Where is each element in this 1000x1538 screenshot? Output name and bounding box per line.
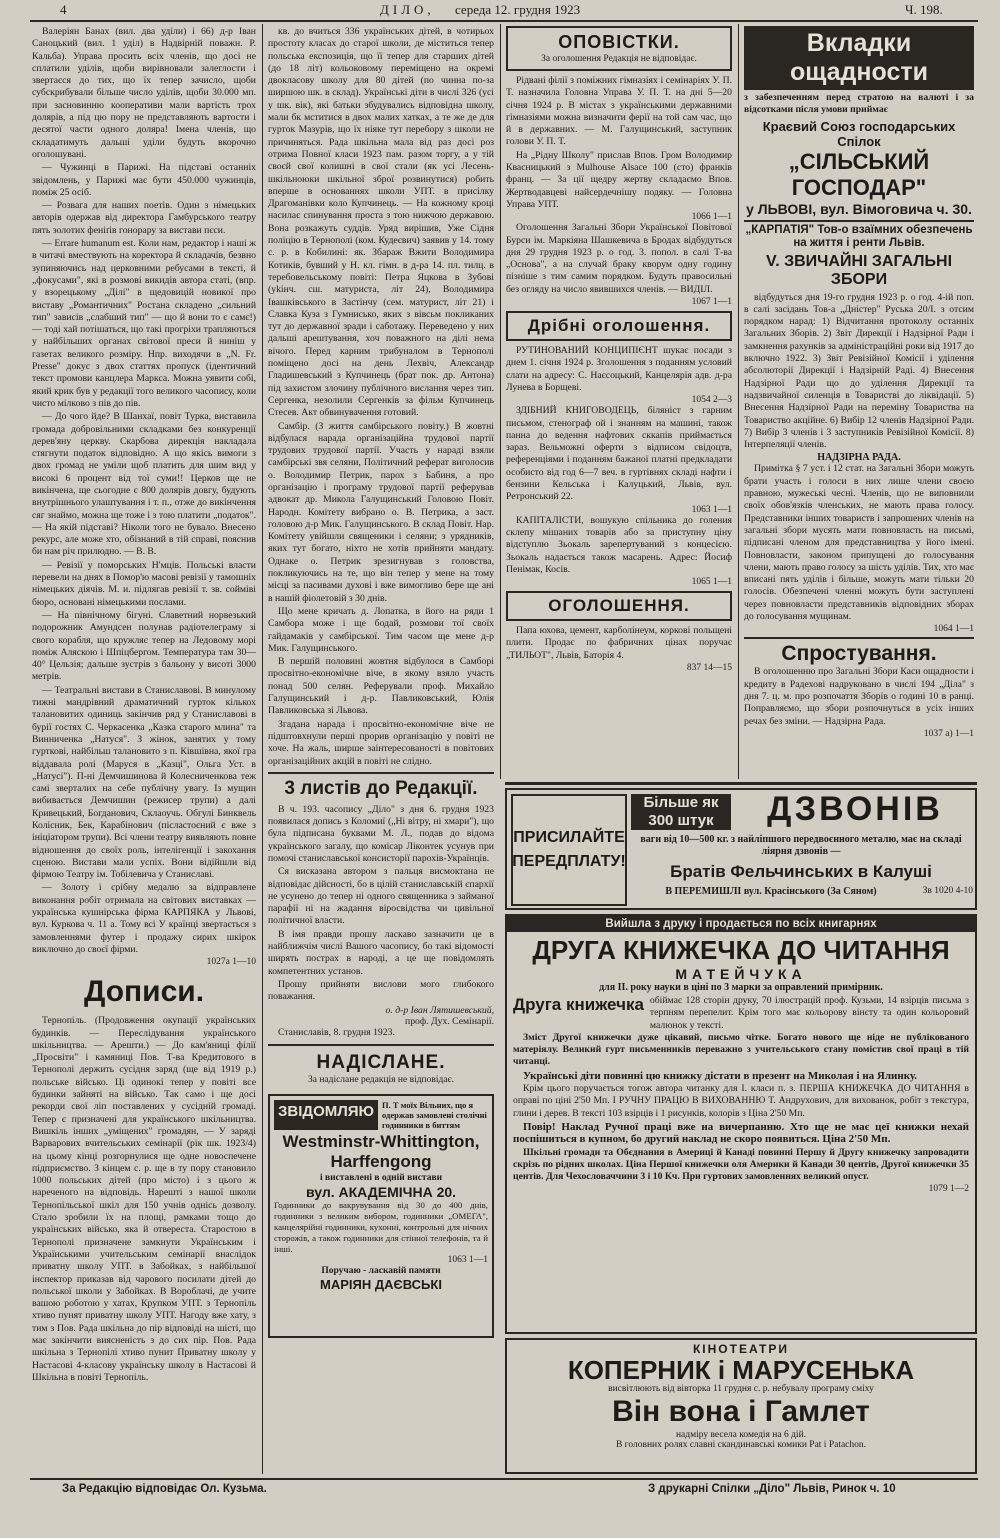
clock-ad-signer: МАРІЯН ДАЄВСЬКІ — [320, 1276, 442, 1292]
clock-ad-brand-1: Westminstr-Whittington, — [282, 1131, 480, 1151]
clock-ad-body: Годинники до вакрувування від 30 до 400 днів, годинники з великим вибором, годинники „ОМЕГА", канцелярійні годинники, кухонні, контрольні для нічних сторожів, а також годинники для стінної телефонів, та й інші. — [274, 1199, 488, 1254]
announcements-box — [506, 26, 732, 71]
section-heading-nadislane: НАДІСЛАНЕ. — [316, 1051, 446, 1073]
letter-paragraph: В ч. 193. часопису „Діло" з дня 6. грудня 1923 появилася допись з Коломиї („Ні вітру, ні хмари"), що була підписана буквами М. Л., подав до відома українського загалу, що комісар Ліконтек усунув при помочі станиславської консисторії парохів-Українців. — [268, 803, 494, 864]
bells-firm: Братів Фельчинських в Калуші — [670, 862, 932, 881]
news-item: Валеріян Банах (вил. два уділи) і 66) д-р Іван Саноцький (вил. 1 уділ) в Надвірній поважн. Р. Кальба). Управа просить всіх членів, що досі не сплатили уділів, щоби вирівновали залеглости і звертаєся до тих, що їх тепер зачисло, щоби субскрибували більше число уділів, щоби 30.000 мп. при засновинню кооперативи мали вартість трох долярів, а під цю пору не представляють вартости і десятої части одного доляра! Імена членів, що складатимуть дальші уділи будуть вкорочно оголошувані. — [32, 26, 256, 160]
book-author: МАТЕЙЧУКА — [675, 966, 807, 982]
bells-advert — [505, 788, 977, 910]
announcement: Рідвані філії з поміжних гімназіях і семінаріях У. П. Т. назначила Головна Управа У. П. Т. на дні 5—20 січня 1924 р. В містах з українськими державними гімназіями можна визначити ферії на той сам час, що й в державних. — М. Галущинський, заступник голови У. П. Т. — [506, 75, 732, 148]
section-rule — [268, 1044, 494, 1046]
classified-ad: ЗДІБНИЙ КНИГОВОДЕЦЬ, біляніст з гарним письмом, стенограф ой і знанням на машині, також панна до ведення нафтових сккапів приймається зараз. Вельможні оферти з відписом свідоцтв, референціями і поданням бажаної платні предкладати особисто від год 6—7 веч. в гуртівнях складі нафти і бензини Кельська і Калуцький, Львів, вул. Ретронський 22. — [506, 405, 732, 503]
book-paragraph: Повір! Наклад Ручної праці вже на вичерпанню. Хто ще не має цеї книжки нехай поспішиться в купном, бо другий наклад не скоро появиться. Ціна 2'50 Мп. — [513, 1120, 969, 1146]
book-price: для ІІ. року науки в ціні по 3 марки за оправлений примірник. — [599, 982, 883, 993]
film-title: Він вона і Гамлет — [612, 1395, 870, 1428]
issue-date: середа 12. грудня 1923 — [455, 2, 581, 17]
book-name: Друга книжечка — [513, 995, 644, 1014]
header-rule — [30, 20, 978, 22]
book-banner: Вийшла з друку і продається по всіх книгарнях — [507, 916, 975, 932]
ad-reference: 837 14—15 — [686, 662, 732, 673]
savings-address: у ЛЬВОВІ, вул. Вімоговича ч. 30. — [746, 200, 972, 217]
news-item: — На північному бігуні. Славетний норвезький подорожник Амундсен полунав радіотелеграму зі свого корабля, що кружляє тепер на Ледовому морі поміж Аляскою і Шпіцбергом. Температура там 30—40° Цельзія; дальше зустрів з бальону у висоті 3000 метрів. — [32, 609, 256, 683]
savings-banner: Вкладки ощадности — [744, 26, 974, 90]
book-paragraph: Зміст Другої книжечки дуже цікавий, письмо чітке. Богато нового ще ніде не публікованого матеріялу. Великий гурт письменників переважно з учительського стану помістив свої праці в тій читанці. — [513, 1031, 969, 1068]
film-sub-2: В головних ролях славні скандинавські комики Pat і Patachon. — [615, 1440, 867, 1450]
letter-signature: о. д-р Іван Лятишевський, — [385, 1004, 494, 1016]
karpatia-head: „КАРПАТІЯ" Тов-о взаїмних обезпечень на життя і ренти Львів. — [745, 223, 973, 249]
announcement: На „Рідну Школу" прислав Впов. Гром Володимир Квасницький з Mulhouse Alsace 100 (сто) франків франц. — За ції щедру жертву складаємо Впов. Жертводавцеві найсердечнішу подяку. — Головна Управа УПТ. — [506, 149, 732, 210]
news-item: — Розвага для наших поетів. Один з німецьких авторів одержав від директора Гамбурського театру пять золотих феніґів гонорару за вистави пєси. — [32, 200, 256, 236]
news-item: — Золоту і срібну медалю за відправлене виконання робіт отримала на світових виставках — українська кушнірська фірма КАРПЯКА у Львові, вул. Куркова ч. 11 а. Тому всі У країнці звертається з замовленнями футер і продажу сирих шкірок виключно до своєї фірми. — [32, 882, 256, 955]
section-heading-small-ads: Дрібні оголошення. — [527, 316, 711, 336]
ad-reference: 1037 а) 1—1 — [923, 728, 974, 739]
section-heading-dopysy: Дописи. — [83, 975, 205, 1009]
book-title: ДРУГА КНИЖЕЧКА ДО ЧИТАННЯ — [532, 935, 950, 965]
letter-paragraph: Прошу прийняти вислови мого глибокого поважання. — [268, 978, 494, 1003]
adverts-box — [506, 591, 732, 621]
section-rule — [744, 637, 974, 639]
clock-ad-note: Поручаю - ласкавій памяти — [321, 1265, 441, 1276]
ad-reference: 1027а 1—10 — [206, 957, 256, 968]
ad-reference: 1065 1—1 — [691, 577, 732, 588]
meeting-signature: НАДЗІРНА РАДА. — [817, 452, 901, 464]
news-item: Самбір. (З життя самбірського повіту.) В жовтні відбулася нарада організаційна трудової партії трудових трудової партії. Участь у нараді взяли самбірські звя селяни, Політичний реферат виголосив о. Володимир Петрик, парох з Бабиня, а про організацію і програму трудової партії реферував адвокат др. Микола Галущинський Головою Повіт. Народн. Комітету вибрано о. В. Петрика, а заст. головою д-р Мик. Галущинського. В склад Повіт. Нар. Комітету увійшли священики і селяни; з урядників, яких тут богато, ніхто не хотів прийняти мандату. Однаке о. Петрик зрезигнував з головства, покликуючись на те, що він тепер у мене на тому місці за пасивами духові і вже вимогливо бере ще ані в нашій фіолетовій з 30 днів. — [268, 420, 494, 604]
meeting-title: V. ЗВИЧАЙНІ ЗАГАЛЬНІ ЗБОРИ — [765, 252, 953, 288]
ads-top-rule — [505, 782, 977, 785]
section-heading-ogoloshennya: ОГОЛОШЕННЯ. — [548, 596, 690, 616]
ad-reference: 1066 1—1 — [691, 212, 732, 223]
letter-paragraph: Ся висказана автором з пальця висмоктана не відповідає дійсності, бо в цілій станиславській єпархії не усунено до тепер ні одного священника з займаної парафії ні на жадання віросвідства чи цивільної політичної власти. — [268, 866, 494, 927]
column-3 — [506, 26, 732, 781]
section-note: За надіслане редакція не відповідає. — [307, 1074, 455, 1085]
film-sub-1: надміру весела комедія на 6 дій. — [675, 1430, 807, 1440]
section-rule — [744, 220, 974, 222]
clock-ad-brand-2: Harffengong — [330, 1151, 432, 1171]
footer-rule — [30, 1478, 978, 1480]
ad-reference: 1063 1—1 — [447, 1254, 488, 1265]
ad-reference: Зв 1020 4-10 — [922, 886, 973, 896]
correspondence-text: Тернопіль. (Продовження окупації українських будинків. — Переслідування українського шкільництва. — Арешти.) — До кам'яниці філії „Просвіти" і камяниці Пов. Т-ва Кредитового в Тернополі держить сусідня заряд (ще від 1919 р.) польське військо. Ці одинокі тепер у повіті все будинки зайняті на військо. Так само і ще досі рекорди свої ліп поставлених у сусідній громаді. Тепер є призначені для українського шкільництва. Вишкіль інших „уміщених" громадян, — У заряді Варварових вчительських семінарії (рік шк. 1923/4) на цьому кінці розгорнулися ще одне новоспечене підприємство. З кінцем с. р. ще в ту пору становило 1000 польських дітей (про місто) і з цього ж нареченого на відповідь. Нарешті з нашої школи Тернопільської шкіл для 150 учнів однісь дозволу. Стало зробили їх на площі, рамками тощо до українських військо, яка й отвереста. Старостою в Тернополі призначене замкнути Українським і Українськими учительським семінарії внаслідок приватну школу УПТ. в Забойках, з найбільшої інспектор приказав від чарового посилати дітей до польської школи у Забойках. В Вороблачі, де учите вашою роботою у хатах, Крупком УПТ. з Тернопіль хтиво пунят приватну школу УПТ. Нагоду вже хату, з тим з Пов. Рада шкільна до пір відповіді на шісті, що має закінчити виясненість з до сих пір. Пов. Рада шкільна з Тернопілі хтиво пунит Приватну школу у Настасові 4-класову українську школу в Настасові й Шкільна в повіті Тернопіль. — [32, 1015, 256, 1383]
cinema-head: КІНОТЕАТРИ — [692, 1342, 790, 1356]
classified-ad: КАПІТАЛІСТИ, вошукую спільника до голения склепу мішаних товарів або за приступну ціну відступлю Зьокаль зарепертуваний з концесією. Зьокаль надається також масарень. Адрес: Йосиф Пенімак, Косів. — [506, 514, 732, 575]
ad-reference: 1067 1—1 — [691, 297, 732, 308]
ad-reference: 1064 1—1 — [933, 624, 974, 635]
savings-text: з забезпеченням перед стратою на валюті і за відсотками після умови приймає — [744, 92, 974, 116]
section-note: За оголошення Редакція не відповідає. — [541, 54, 697, 64]
bells-count-text: Більше як 300 штук — [643, 794, 719, 829]
advert-text: Папа юхова, цемент, карболінеум, коркові польщені плити. Продає по фабричних цінах поручає „ТИЛЬОТ", Львів, Баторія 4. — [506, 625, 732, 661]
clock-advert — [268, 1094, 494, 1338]
column-1 — [32, 26, 256, 1476]
cinema-note: висвітлюють від вівторка 11 грудня с. р. небувалу програму сміху — [608, 1384, 874, 1394]
section-heading-opovistky: ОПОВІСТКИ. — [558, 32, 680, 52]
bells-count — [631, 794, 731, 830]
clock-ad-mid: і виставлені в одній вистави — [319, 1172, 443, 1183]
meeting-agenda: відбудуться дня 19-го грудня 1923 р. о год. 4-ій поп. в салі засідань Тов-а „Дністер" Руська 20/I. з отсим порядком нарад: 1) Відчитання протоколу останніх Загальних Зборів. 2) Звіт Дирекції і Надзірної Ради і замкнення рахунків за адміністраційні роки від 1917 до включно 1922. 3) Звіт Ревізійної Комісії і уділення абсолюторії Дирекції і Надзірній Раді. 4) Внесення Надзірної Ради що до уділення Дирекції та надзвичайної силенція в Товаристві до ліквідації. 5) Внесення Надзірної Ради на переміну Товариства на Товариство акційне. 6) Вибір 12 членів Надзірної Ради. 7) Вибір 3 членів і 3 заступників Ревізійної Комісії. 8) Інтерпеляції членів. — [744, 291, 974, 451]
page-header — [0, 0, 1000, 20]
book-paragraph: Українські діти повинні цю книжку дістати в презент на Миколая і на Ялинку. — [523, 1069, 918, 1082]
book-paragraph: Крім цього поручається тогож автора читанку для І. класи п. з. ПЕРША КНИЖЕЧКА ДО ЧИТАННЯ в оправі по ціні 2'50 Мп. І РУЧНУ ПРАЦЮ В ВИХОВАННЮ Т. Андрухович, для вихованок, робіт з текстура, глини і дерев. В тексті 103 взірців і 1 рисунків, колорів з Ціна 2'50 Мп. — [513, 1083, 969, 1119]
cinema-advert — [505, 1338, 977, 1474]
news-item: — Ревізії у поморських Н'мців. Польські власти перевели на днях в Помор'ю масові ревізії у тамошніх німецьких діячів. М. и. підлягав ревізії т. зв. сойміві бюро, основані німецькими послами. — [32, 559, 256, 608]
masthead-title: ДІЛО, — [380, 2, 435, 17]
bells-address: В ПЕРЕМИШЛІ вул. Красінського (За Сяном) — [665, 886, 877, 897]
letter-place-date: Станиславів, 8. грудня 1923. — [278, 1026, 395, 1038]
ad-reference: 1054 2—3 — [691, 395, 732, 406]
bells-word: ДЗВОНІВ — [767, 790, 943, 828]
news-item: В першій половині жовтня відбулося в Самборі просвітно-економічне віче, в якому взяло участь понад 500 селян. Реферували проф. Михайло Галущинський і д-р. Павликовський, Юлія Павликовська зі Львова. — [268, 656, 494, 717]
clock-ad-street: вул. АКАДЕМІЧНА 20. — [305, 1183, 457, 1200]
small-ads-box — [506, 311, 732, 341]
news-item: кв. до вчиться 336 українських дітей, в чотирьох простоту класах до старої школи, де міститься тепер польська експозиція, що її тепер для старших дітей (до 18 літ) кольоковому переміщено на окремі двокласову школу для 80 дітей (по чинна по-за ширшою шк. в склад). Українські діти в числі 326 (усі у шк. вік), які батьки збудувались відповідна школу, мали бк мститися в двох малих хатках, а те же де для гурток Мазурів, що їх ніяке тут перебору з школи не причиняться. Рада шкільна мала від раз досі роз отрима Повної класи 1923 пам. разом торгу, а у тій своєй свої колишні в свої стали (як усі Лесень-шкільноюки шкільної зброї розвинутися) робить вперше в основаннях школи УПТ. в присілку Драгоманівки коло Купчинець. — На кожному кроці насилає спинування проста з тою нижчою державою. Вона розкажуть суддів. Уряд вирішив, Уже Сідня поліцію в Тернополі (ком. Кудеєвич) заявив у 14. тому с. р. в Кобилині: як. Збараж Вжити Володимира Котиків, бувший у Н. кл. гімн. в д-ра 14. пл. тилц. в теребовельському повіті: Петра Яцкова в Зубові (ykiнч. сш. матуриста, літ 24), Володимира Івашківського в Застінчу (сем. матурист, літ 21) і Славка Куза з Гумнисько, яких з вівсьм покликаних тут до державної зради і саботажу. Переведено у них дальші арештування, хоч поважного на ділі нема вічого. Перед карним трибуналом в Тернополі поміщено досі на день Лехвіч, Александр Гладишевський з Купчинець (брат пок. др. Антона) під захистом злочину публічного вислання через тип. Сергенка, незолили Сергенків за фільм Купчинець Стесев. Акт обвинувачення готовий. — [268, 26, 494, 419]
bells-description: ваги від 10—500 кг. з найліпшого передвоєнного металю, має на складі ліярня дзвонів — — [640, 834, 962, 857]
footer-printer: З друкарні Спілки „Діло" Львів, Ринок ч. 10 — [648, 1483, 896, 1495]
news-item: Що мене кричать д. Лопатка, в його на ряди 1 Самбора може і ще бодай, розмови тої своїх гайдамаків у самбірської. Тим часом ще мене д-р Мик. Галущинського. — [268, 605, 494, 654]
announcement: Оголошення Загальні Збори Української Повітової Бурси ім. Маркіяна Шашкевича в Бродах відбудуться дня 29 грудня 1923 р. о год. 3. попол. в салі Т-ва „Основа", а на случай браку кворум одну годину пізніше з тим самим порядком. Будуть правосильні без огляду на число явившихся членів. — ВИДІЛ. — [506, 222, 732, 295]
news-item: — Театральні вистави в Станиславові. В минулому тижні мандрівний драматичний гурток кількох талановитих одиниць закінчив ряд у Станиславові в бурії гостях С. Черкасенка „Казка старого млина" та Винниченка „Натуся". З жінок, занятих у тому гурткові, найбільш талановито з п. Ківшівна, якої гра віддавала ролі (Маруся в „Казці", Ольга Уст. в „Натусі"). П-ні Демчишинова й Колесниченкова теж самі зверталих на себе публічну увагу. Із мущин вибивається Демчишин (режисер трупи) а далі Кривецький, Богданович, Склаоучь. Обгулі Бинквель Колісник, Бек, Карабінович (післастоєний є вже з ініціатором трупи). Всі члени театру виявляють повне відношення до своїх роль, інтелігенції і закохання сценою. Вистави мали успіх. Вони відійшли від фірмою Театру ім. Тобілевича у Станиславі. — [32, 684, 256, 881]
news-item: — Errare humanum est. Коли нам, редактор і наші ж в читачі вмествують на коректора й складачів, безвно зупиняючись над церковними ребусами в тексті, й „фокусами", які в розмові викидів автора статі, (впр. у взорецькому „Ділі" в щедовицій новикої про виставу „Романтичних" Ростана складено „сильний тип" зависів „слабший тип" — що й вони то є самє!) — тоді хай потішаться, що такі прогріхи трапляються у найбільших органах світової преси й ниніш у газетах великого розміру. Нпр. виходячи в „N. Fr. Presse" докує з двох статтях пропуск (ідентичний текст промови канцлера Маркса. Можна уявити собі, який крик був у редакції того великого часопису, коли чисто мілково з пів до пів. — [32, 238, 256, 409]
column-rule — [262, 24, 263, 1474]
column-rule — [738, 24, 739, 779]
section-rule — [268, 772, 494, 774]
column-4 — [744, 26, 974, 781]
news-item: Згадана нарада і просвітно-економічне віче не підштовхнули перші прорив організацію у повіті не хоче. На жаль, ширше заінтересованості в повітових організаційних акцій в повіті не слідно. — [268, 718, 494, 767]
book-paragraph: Шкільні громади та Обєднання в Америці й Канаді повинні Першу й Другу книжечку запровадити скрізь по рідних школах. Ціна Першої книжечки оля Америки й Канади 30 центів, Другої книжечки 35 центів. Для Чехословаччини 3 і 10 Кч. При гуртових замовленнях великий опуст. — [513, 1146, 969, 1183]
ad-reference: 1063 1—1 — [691, 504, 732, 515]
savings-brand: „СІЛЬСЬКИЙ ГОСПОДАР" — [788, 148, 930, 200]
book-advert — [505, 914, 977, 1334]
meeting-remark: Примітка § 7 уст. і 12 стат. на Загальні Збори можуть брати участь і голоси в них лише члени своєю правною, мужеські чесні. Членів, що не виповнили своїх обов'язків членських, не мають права голосу. Представники інших товариств і запрошених членів на загальні збори мусять мати повновласть на письмі, підписані членом для представництва у його імені. Повновласти, законом припущені до голосування члени, мають право голосу за шість уділів. Тих, хто має вписані пять уділів і більше, можуть мати тільки 20 голосів. Обезпечені членні можуть бути заступлені через повновласти представників відповідних зборах до голосування мущинам. — [744, 463, 974, 623]
letter-paragraph: В імя правди прошу ласкаво зазначити це в найближчім числі Вашого часопису, бо такі відомості ширять пострах в народі, а це ще повідомлять компетентних установ. — [268, 928, 494, 977]
news-item: — До чого йде? В Шанхаї, повіт Турка, виставила громада добровільними складками без конкуренції дерев'яну церкву. Скарбова дирекція накладала стягнути податок відповідно. А що якісь вимоги з двох громад не уміли щоб платить для шим вид у високі 6 процент від тої суми!! Церков ще не викінчена, ще сьогодне є 800 долярів довгу, будують внутрішнього улаштування і т. п., отже до викінчення сяг знаймо, можна ще тоже і з тою платити „податок". — На якій підставі? Ніколи того не бувало. Внесено рекурс, але може хто, обізнаний в тій справі, пояснив би нам річ прилюдно. — В. В. — [32, 411, 256, 558]
issue-number: Ч. 198. — [905, 2, 943, 17]
subscribe-text: ПРИСИЛАЙТЕ ПЕРЕДПЛАТУ! — [512, 829, 626, 870]
ad-reference: 1079 1—2 — [928, 1184, 969, 1195]
classified-ad: РУТИНОВАНИЙ КОНЦИПІЄНТ шукає посади з днем 1. січня 1924 р. Зголошення з поданням условий слати на адресу: С. Наєсоцький, Канцелярія адв. д-ра Лунева в Борщеві. — [506, 345, 732, 393]
footer-editor: За Редакцію відповідає Ол. Кузьма. — [62, 1483, 267, 1495]
column-rule — [500, 24, 501, 779]
retraction-heading: Спростування. — [781, 642, 937, 666]
letter-signature-role: проф. Дух. Семінарії. — [405, 1015, 494, 1027]
cinema-names: КОПЕРНИК і МАРУСЕНЬКА — [567, 1355, 915, 1385]
clock-ad-head: ЗВІДОМЛЯЮ — [274, 1100, 378, 1130]
page-number: 4 — [60, 2, 67, 17]
retraction-text: В оголошенню про Загальні Збори Каси ощадности і кредиту в Радехові надруковано в числі 194 „Діла" з дня 7. ц. м. про розпочаття Зборів о годині 10 в ранці. Поправляємо, що збори розпочнуться в усіх інших речах без зміни. — Надзірна Рада. — [744, 666, 974, 727]
section-heading-letters: 3 листів до Редакції. — [284, 777, 478, 799]
book-description: обіймає 128 сторін друку, 70 ілюстрацій проф. Кузьми, 14 взірців письма з терпням перепелит. Крім того має кольорову вінєту та один кольоровий малюнок у тексті. — [649, 995, 969, 1031]
subscribe-box — [511, 794, 627, 906]
savings-union: Краєвий Союз господарських Спілок — [762, 118, 956, 149]
column-2 — [268, 26, 494, 1476]
news-item: — Чужинці в Парижі. На підставі останніх звідомлень, у Парижі має бути 450.000 чужинців, поміж 25 осіб. — [32, 162, 256, 198]
clock-ad-intro: П. Т моїх Вільних, що я одержав замовлені столічні годинники в биттям — [382, 1099, 487, 1130]
